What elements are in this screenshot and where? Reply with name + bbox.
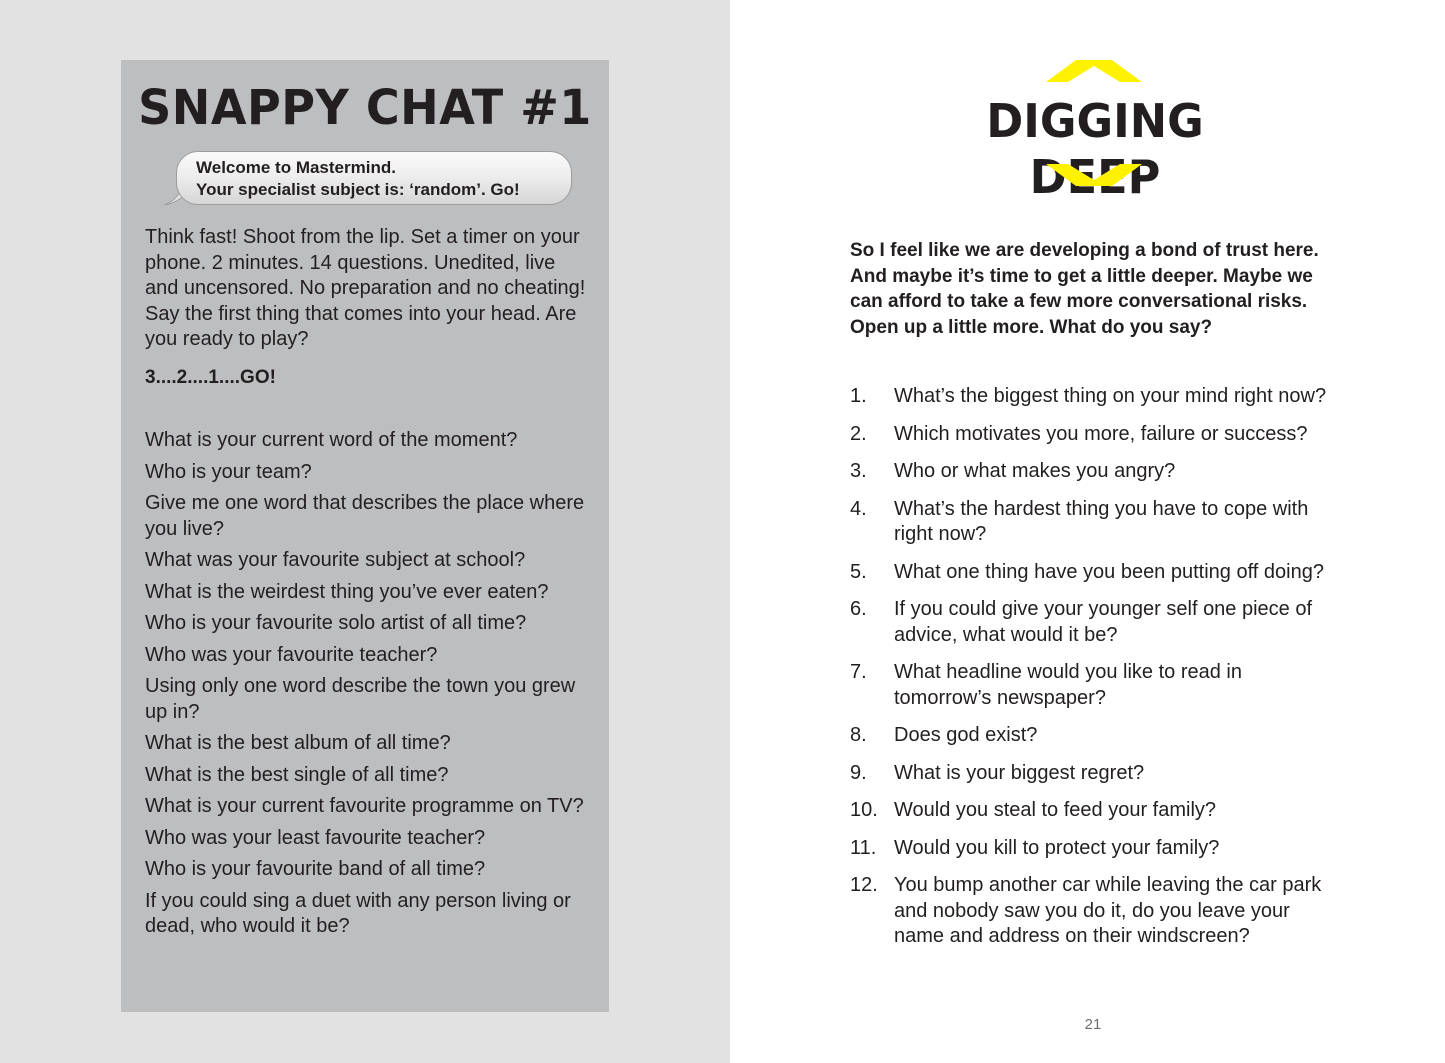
list-item <box>850 497 1340 548</box>
list-number: 10. <box>850 799 878 821</box>
list-item: What is your current favourite programme on TV? <box>145 795 584 817</box>
list-item: What is the best single of all time? <box>145 763 449 786</box>
list-item <box>850 459 1340 485</box>
list-item: What is the best album of all time? <box>145 732 451 754</box>
digging-deep-intro: So I feel like we are developing a bond of trust here. And maybe it’s time to get a little deeper. Maybe we can afford to take a few more conversational risks. Open up a little more. What do you say? <box>850 240 1319 338</box>
list-text: What is your biggest regret? <box>894 761 1145 784</box>
list-text: What headline would you like to read in tomorrow’s newspaper? <box>894 661 1242 709</box>
list-item <box>850 873 1340 950</box>
list-number: 12. <box>850 874 878 896</box>
list-number: 9. <box>850 761 867 784</box>
list-number: 8. <box>850 724 867 746</box>
list-text: If you could give your younger self one piece of advice, what would it be? <box>894 598 1313 646</box>
speech-bubble <box>176 151 572 205</box>
snappy-question-list <box>145 428 595 946</box>
list-number: 5. <box>850 560 867 583</box>
list-text: What’s the biggest thing on your mind right now? <box>894 385 1327 407</box>
chevron-down-icon <box>1046 160 1142 186</box>
list-item <box>850 836 1340 862</box>
list-item: If you could sing a duet with any person living or dead, who would it be? <box>145 889 571 937</box>
list-number: 6. <box>850 598 867 620</box>
list-number: 1. <box>850 385 867 407</box>
list-item: Using only one word describe the town you grew up in? <box>145 675 576 723</box>
list-item <box>850 723 1340 749</box>
list-item: Who was your favourite teacher? <box>145 643 438 666</box>
chevron-up-icon <box>1046 60 1142 86</box>
list-number: 2. <box>850 422 867 445</box>
list-item: Who was your least favourite teacher? <box>145 826 486 849</box>
list-item: What was your favourite subject at school? <box>145 549 526 571</box>
page-number: 21 <box>1084 1016 1102 1033</box>
list-number: 11. <box>850 836 877 859</box>
list-text: Which motivates you more, failure or success? <box>894 422 1308 445</box>
list-item: What is your current word of the moment? <box>145 429 518 451</box>
list-number: 3. <box>850 460 867 482</box>
list-item: Who is your favourite solo artist of all time? <box>145 612 527 634</box>
list-item: Who is your team? <box>145 460 312 483</box>
list-number: 7. <box>850 661 867 683</box>
list-text: Does god exist? <box>894 724 1038 746</box>
countdown: 3....2....1....GO! <box>145 367 276 388</box>
list-text: Who or what makes you angry? <box>894 460 1176 482</box>
list-item <box>850 384 1340 410</box>
bubble-line-1: Welcome to Mastermind. <box>196 158 396 177</box>
list-number: 4. <box>850 497 867 520</box>
snappy-intro: Think fast! Shoot from the lip. Set a timer on your phone. 2 minutes. 14 questions. Unedited, live and uncensored. No preparation and no cheating! Say the first thing that comes into your head. Are you ready to play? <box>145 226 586 350</box>
list-item <box>850 798 1340 824</box>
list-item <box>850 597 1340 648</box>
list-item: Give me one word that describes the place where you live? <box>145 492 585 540</box>
list-text: Would you kill to protect your family? <box>894 836 1220 859</box>
list-item <box>850 660 1340 711</box>
list-item: What is the weirdest thing you’ve ever eaten? <box>145 580 549 603</box>
bubble-line-2: Your specialist subject is: ‘random’. Go! <box>196 180 520 199</box>
list-text: What’s the hardest thing you have to cope with right now? <box>894 497 1309 545</box>
list-text: You bump another car while leaving the car park and nobody saw you do it, do you leave your name and address on their windscreen? <box>894 874 1322 947</box>
list-text: What one thing have you been putting off doing? <box>894 560 1324 583</box>
digging-deep-title: DIGGING DEEP <box>986 94 1204 204</box>
list-text: Would you steal to feed your family? <box>894 799 1217 821</box>
digging-deep-question-list <box>850 384 1340 962</box>
list-item: Who is your favourite band of all time? <box>145 858 486 880</box>
list-item <box>850 560 1340 586</box>
digging-deep-logo <box>925 60 1265 204</box>
list-item <box>850 761 1340 787</box>
list-item <box>850 422 1340 448</box>
snappy-chat-title: SNAPPY CHAT #1 <box>138 80 592 136</box>
